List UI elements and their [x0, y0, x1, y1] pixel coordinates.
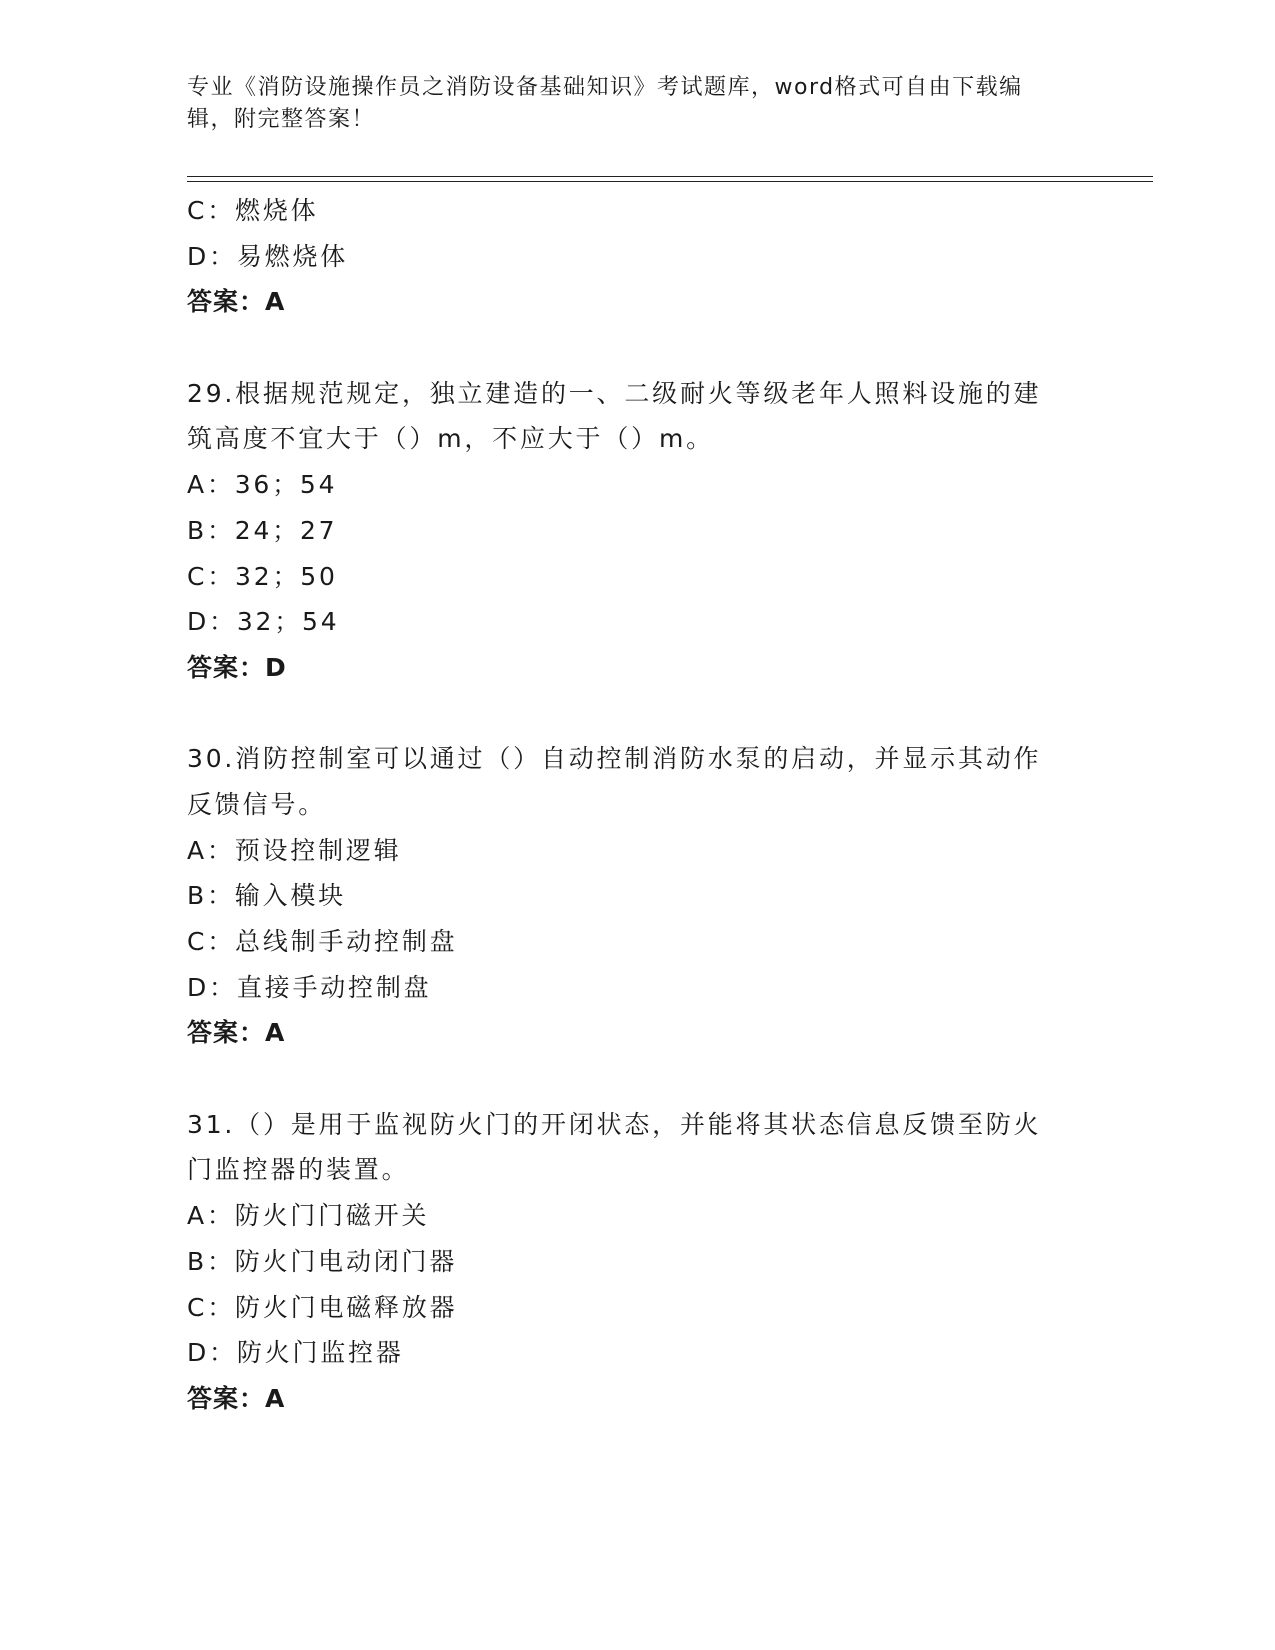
option-c: C：燃烧体 — [187, 196, 319, 225]
answer: 答案：A — [187, 1383, 286, 1413]
question-continuation — [187, 188, 1087, 325]
question-30 — [187, 736, 1087, 1056]
question-text-line1: 29.根据规范规定，独立建造的一、二级耐火等级老年人照料设施的建 — [187, 378, 1042, 408]
option-b: B：24；27 — [187, 515, 338, 545]
answer: 答案：A — [187, 1018, 286, 1048]
question-text-line2: 反馈信号。 — [187, 789, 327, 819]
option-c: C：32；50 — [187, 561, 338, 591]
question-text-line1: 31.（）是用于监视防火门的开闭状态，并能将其状态信息反馈至防火 — [187, 1109, 1042, 1139]
option-d: D：防火门监控器 — [187, 1338, 404, 1368]
option-d: D：易燃烧体 — [187, 241, 349, 271]
question-31 — [187, 1102, 1087, 1422]
answer: 答案：D — [187, 652, 287, 682]
answer: 答案：A — [187, 287, 286, 317]
question-list — [187, 188, 1087, 1422]
option-a: A：防火门门磁开关 — [187, 1201, 430, 1231]
option-a: A：预设控制逻辑 — [187, 835, 402, 865]
question-text-line2: 门监控器的装置。 — [187, 1155, 410, 1185]
question-text-line2: 筑高度不宜大于（）m，不应大于（）m。 — [187, 424, 714, 454]
header-divider-top — [187, 176, 1153, 177]
option-d: D：直接手动控制盘 — [187, 972, 432, 1002]
question-29 — [187, 371, 1087, 691]
document-header: 专业《消防设施操作员之消防设备基础知识》考试题库，word格式可自由下载编辑，附完整答案！ — [187, 75, 1023, 132]
option-a: A：36；54 — [187, 470, 338, 500]
header-divider-bottom — [187, 181, 1153, 182]
option-b: B：输入模块 — [187, 881, 346, 911]
question-text-line1: 30.消防控制室可以通过（）自动控制消防水泵的启动，并显示其动作 — [187, 744, 1042, 774]
option-c: C：防火门电磁释放器 — [187, 1292, 458, 1322]
option-b: B：防火门电动闭门器 — [187, 1246, 458, 1276]
option-c: C：总线制手动控制盘 — [187, 927, 458, 956]
option-d: D：32；54 — [187, 607, 340, 637]
